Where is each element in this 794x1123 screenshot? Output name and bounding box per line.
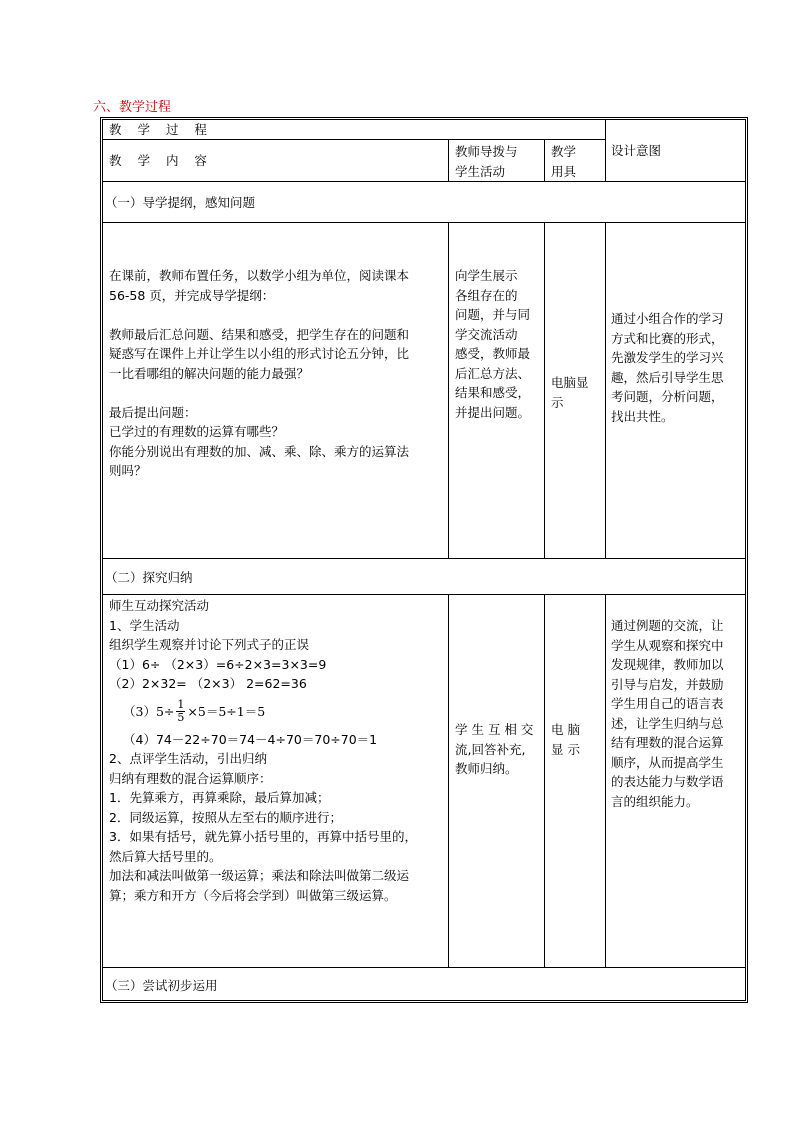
header-tools-line: 用具 [551, 163, 577, 179]
divider [544, 139, 545, 181]
divider [544, 222, 545, 558]
divider [103, 558, 745, 559]
section-1-intent [611, 309, 724, 426]
divider [448, 594, 449, 967]
section-1-content [109, 266, 409, 481]
content-line [109, 383, 409, 403]
content-line: 一比看哪组的解决问题的能力最强？ [109, 365, 310, 381]
section-3-title: （三）尝试初步运用 [105, 978, 218, 993]
content-line: 你能分别说出有理数的加、减、乘、除、乘方的运算法 [109, 443, 410, 459]
activity-line: 并提出问题。 [455, 404, 531, 420]
fraction-denominator: 5 [177, 711, 185, 724]
content-line: （4）74－22÷70＝74－4÷70＝70÷70＝1 [123, 731, 378, 747]
content-line: 疑惑写在课件上并让学生以小组的形式讨论五分钟，比 [109, 346, 410, 361]
activity-line: 学 生 互 相 交 [455, 722, 534, 737]
header-teacher-guide-line: 教师导拨与 [455, 144, 518, 159]
formula-part-a: 5÷ [155, 703, 175, 719]
tools-line: 显 示 [551, 741, 580, 757]
activity-line: 结果和感受， [455, 385, 531, 400]
intent-line: 找出共性。 [611, 408, 674, 424]
activity-line: 流,回答补充, [455, 741, 526, 757]
content-line: 师生互动探究活动 [109, 598, 210, 613]
intent-line: 学生用自己的语言表 [611, 696, 724, 711]
header-process: 教 学 过 程 [109, 122, 213, 137]
activity-line: 问题，并与同 [455, 307, 531, 322]
intent-line: 通过小组合作的学习 [611, 311, 724, 326]
tools-line: 示 [551, 394, 564, 410]
intent-line: 言的组织能力。 [611, 793, 699, 809]
intent-line: 趣，然后引导学生思 [611, 369, 724, 385]
content-line: 算；乘方和开方（今后将会学到）叫做第三级运算。 [109, 887, 397, 903]
section-2-intent [611, 616, 724, 811]
content-line: （2）2×32= （2×3） 2=62=36 [109, 676, 307, 691]
content-line: 加法和减法叫做第一级运算；乘法和除法叫做第二级运 [109, 868, 410, 883]
content-line: 56-58 页，并完成导学提纲： [109, 287, 275, 303]
intent-line: 学生从观察和探究中 [611, 637, 724, 653]
intent-line: 的表达能力与数学语 [611, 774, 724, 789]
header-design-intent: 设计意图 [611, 143, 662, 158]
divider [544, 594, 545, 967]
content-line: 2．同级运算，按照从左至右的顺序进行； [109, 809, 342, 825]
activity-line: 向学生展示 [455, 268, 518, 283]
section-1-tools [551, 373, 589, 412]
content-line: 归纳有理数的混合运算顺序： [109, 770, 272, 786]
intent-line: 顺序，从而提高学生 [611, 754, 724, 770]
intent-line: 先激发学生的学习兴 [611, 350, 724, 365]
header-content: 教 学 内 容 [109, 153, 213, 168]
section-2-content [109, 596, 417, 905]
header-teacher-guide-line: 学生活动 [455, 163, 506, 179]
content-line: （1）6÷ （2×3）=6÷2×3=3×3=9 [109, 656, 327, 672]
divider [103, 222, 745, 223]
content-line: 则吗？ [109, 463, 147, 478]
intent-line: 方式和比赛的形式， [611, 330, 724, 346]
content-line [109, 305, 409, 325]
section-2-activity [455, 720, 533, 779]
activity-line: 后汇总方法、 [455, 365, 531, 381]
activity-line: 学交流活动 [455, 326, 518, 342]
teaching-process-table [100, 117, 748, 1003]
content-line: 教师最后汇总问题、结果和感受，把学生存在的问题和 [109, 326, 410, 342]
section-2-title: （二）探究归纳 [105, 570, 193, 585]
header-teacher-guide [455, 142, 518, 181]
section-1-activity [455, 266, 530, 422]
fraction-numerator: 1 [177, 698, 185, 711]
divider [103, 594, 745, 595]
content-line: 2、点评学生活动，引出归纳 [109, 751, 267, 766]
content-line: 最后提出问题： [109, 404, 197, 420]
tools-line: 电 脑 [551, 722, 580, 737]
intent-line: 述，让学生归纳与总 [611, 715, 724, 731]
intent-line: 结有理数的混合运算 [611, 735, 724, 750]
header-tools-line: 教学 [551, 144, 577, 159]
content-line: 在课前，教师布置任务，以数学小组为单位，阅读课本 [109, 268, 410, 283]
intent-line: 通过例题的交流，让 [611, 618, 724, 633]
activity-line: 各组存在的 [455, 287, 518, 303]
content-line: 1、学生活动 [109, 617, 180, 633]
header-tools [551, 142, 576, 181]
section-2-tools [551, 720, 580, 759]
divider [605, 120, 606, 181]
divider [448, 139, 449, 181]
intent-line: 考问题，分析问题， [611, 389, 724, 404]
content-line: 3．如果有括号，就先算小括号里的，再算中括号里的， [109, 829, 417, 844]
section-title: 六、教学过程 [93, 100, 172, 115]
intent-line: 发现规律，教师加以 [611, 657, 724, 672]
formula-prefix: （3） [123, 703, 156, 719]
content-line: 1．先算乘方，再算乘除，最后算加减； [109, 790, 330, 805]
divider [103, 967, 745, 968]
section-1-title: （一）导学提纲，感知问题 [105, 195, 256, 210]
divider [605, 222, 606, 558]
formula-part-b: ×5＝5÷1＝5 [187, 703, 266, 719]
divider [103, 181, 745, 182]
fraction [176, 699, 185, 724]
content-line: 组织学生观察并讨论下列式子的正误 [109, 637, 310, 652]
divider [448, 222, 449, 558]
formula-3 [109, 694, 417, 730]
divider [605, 594, 606, 967]
intent-line: 引导与启发，并鼓励 [611, 676, 724, 692]
content-line: 已学过的有理数的运算有哪些？ [109, 424, 285, 439]
activity-line: 感受，教师最 [455, 346, 531, 361]
tools-line: 电脑显 [551, 375, 589, 390]
content-line: 然后算大括号里的。 [109, 848, 222, 864]
activity-line: 教师归纳。 [455, 761, 518, 776]
